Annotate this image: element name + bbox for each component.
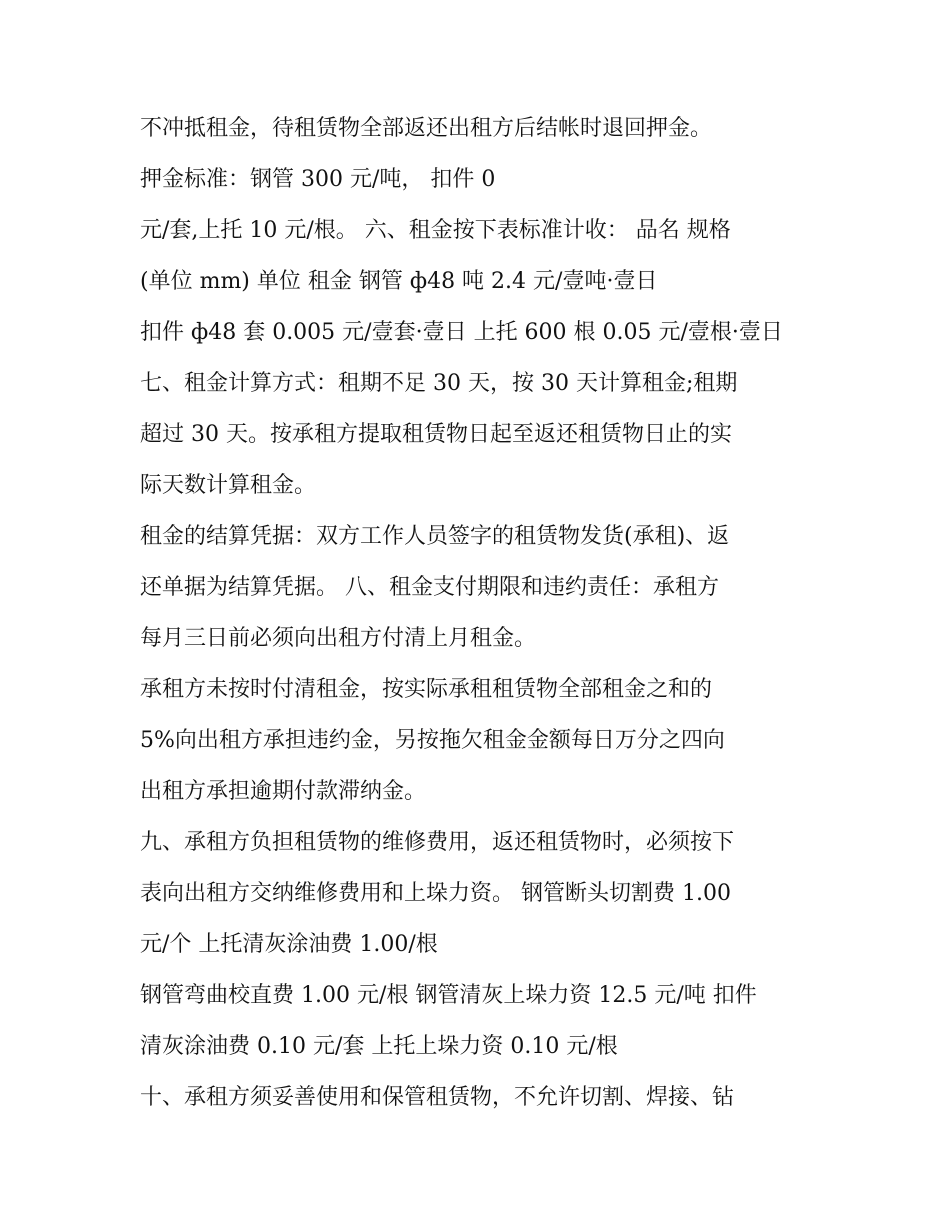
text-line: 5%向出租方承担违约金，另按拖欠租金金额每日万分之四向 xyxy=(140,728,725,753)
text-line: 际天数计算租金。 xyxy=(140,473,317,498)
text-line: 七、租金计算方式：租期不足 30 天，按 30 天计算租金;租期 xyxy=(140,371,738,396)
text-line: 元/套,上托 10 元/根。 六、租金按下表标准计收： 品名 规格 xyxy=(140,218,731,243)
text-line: 钢管弯曲校直费 1.00 元/根 钢管清灰上垛力资 12.5 元/吨 扣件 xyxy=(140,983,757,1008)
text-line: (单位 mm) 单位 租金 钢管 ф48 吨 2.4 元/壹吨·壹日 xyxy=(140,269,658,294)
text-line: 扣件 ф48 套 0.005 元/壹套·壹日 上托 600 根 0.05 元/壹根·壹日 xyxy=(140,320,783,345)
text-line: 九、承租方负担租赁物的维修费用，返还租赁物时，必须按下 xyxy=(140,830,735,855)
text-line: 还单据为结算凭据。 八、租金支付期限和违约责任：承租方 xyxy=(140,575,719,600)
document-body xyxy=(140,109,830,1129)
text-line: 租金的结算凭据：双方工作人员签字的租赁物发货(承租)、返 xyxy=(140,524,730,549)
text-line: 承租方未按时付清租金，按实际承租租赁物全部租金之和的 xyxy=(140,677,713,702)
text-line: 表向出租方交纳维修费用和上垛力资。 钢管断头切割费 1.00 xyxy=(140,881,731,906)
text-line: 出租方承担逾期付款滞纳金。 xyxy=(140,779,427,804)
text-line: 清灰涂油费 0.10 元/套 上托上垛力资 0.10 元/根 xyxy=(140,1034,618,1059)
text-line: 元/个 上托清灰涂油费 1.00/根 xyxy=(140,932,438,957)
text-line: 押金标准：钢管 300 元/吨， 扣件 0 xyxy=(140,167,496,192)
text-line: 不冲抵租金，待租赁物全部返还出租方后结帐时退回押金。 xyxy=(140,116,713,141)
text-line: 每月三日前必须向出租方付清上月租金。 xyxy=(140,626,537,651)
text-line: 十、承租方须妥善使用和保管租赁物，不允许切割、焊接、钻 xyxy=(140,1085,735,1110)
text-line: 超过 30 天。按承租方提取租赁物日起至返还租赁物日止的实 xyxy=(140,422,732,447)
